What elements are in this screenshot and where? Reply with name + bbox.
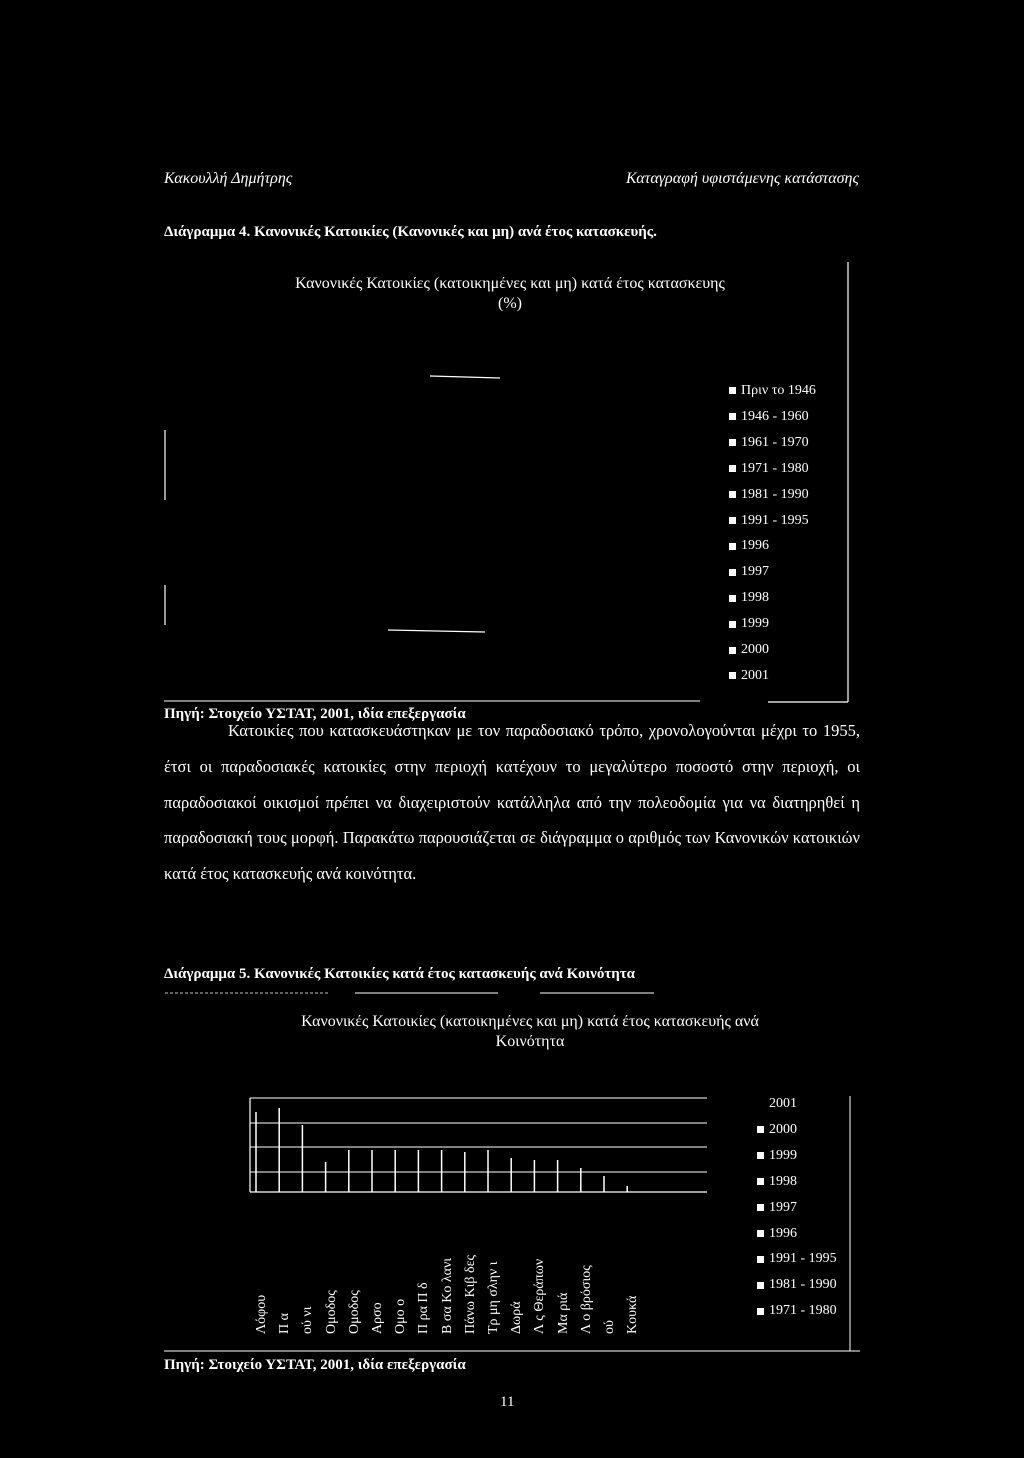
figure5-chart-title-line1: Κανονικές Κατοικίες (κατοικημένες και μη) κατά έτος κατασκευής ανά (301, 1013, 759, 1030)
page-number: 11 (500, 1394, 515, 1410)
category-label: ού (602, 1320, 617, 1334)
legend-label: 1981 - 1990 (741, 486, 809, 502)
category-label: Λόφου (254, 1294, 269, 1334)
figure5-bars (256, 1108, 627, 1192)
category-label: Ομοδος (323, 1290, 339, 1334)
legend-label: 1996 (741, 538, 769, 554)
legend-label: 1996 (769, 1225, 797, 1241)
category-label: Αρσο (370, 1302, 385, 1334)
legend-label: 2000 (769, 1121, 797, 1137)
legend-label: 2000 (741, 642, 769, 658)
figure4-chart-title-line1: Κανονικές Κατοικίες (κατοικημένες και μη) κατά έτος κατασκευης (295, 275, 725, 292)
legend-label: 1946 - 1960 (741, 408, 809, 424)
legend-label: 1998 (769, 1173, 797, 1189)
paragraph-text: Κατοικίες που κατασκευάστηκαν με τον παραδοσιακό τρόπο, χρονολογούνται μέχρι το 1955, έτσι οι παραδοσιακές κατοικίες στην περιοχή κατέχουν το μεγαλύτερο ποσοστό στην περιοχή, οι παραδοσιακοί οικισμοί πρέπει να διαχειριστούν κατάλληλα από την πολεοδομία για να διατηρηθεί η παραδοσιακή τους μορφή. Παρακάτω παρουσιάζεται σε διάγραμμα ο αριθμός των Κανονικών κατοικιών κατά έτος κατασκευής ανά κοινότητα. (164, 721, 860, 884)
category-label: ού νι (300, 1306, 316, 1334)
legend-label: 2001 (769, 1096, 797, 1111)
category-label: Β σα Κο λανι (439, 1257, 455, 1334)
legend-label: 1999 (741, 616, 769, 632)
header-doc-title: Καταγραφή υφιστάμενης κατάστασης (626, 170, 859, 187)
legend-label: 1998 (741, 590, 769, 606)
legend-label: 1999 (769, 1147, 797, 1163)
category-label: Λ ς Θεράπων (532, 1258, 548, 1334)
category-label: Ομοδος (346, 1290, 362, 1334)
figure4-chart-title-line2: (%) (498, 295, 522, 312)
category-label: Πάνω Κιβ δες (462, 1254, 478, 1334)
legend-label: 1991 - 1995 (769, 1251, 837, 1267)
legend-label: 1981 - 1990 (769, 1277, 837, 1293)
category-label: Π α (277, 1313, 293, 1334)
category-label: Τρ μη σλην ι (486, 1261, 501, 1334)
legend-label: 1971 - 1980 (741, 460, 809, 476)
figure4-pie-edge-bottom (388, 630, 485, 632)
category-label: Λ ο βρόσιος (578, 1265, 594, 1334)
legend-label: 1971 - 1980 (769, 1303, 837, 1319)
category-label: Π ρα Π δ (416, 1282, 432, 1334)
figure5-caption: Διάγραμμα 5. Κανονικές Κατοικίες κατά έτος κατασκευής ανά Κοινότητα (164, 966, 636, 982)
legend-label: Πριν το 1946 (741, 383, 816, 398)
legend-label: 1991 - 1995 (741, 512, 809, 528)
figure5-chart-title-line2: Κοινότητα (495, 1033, 565, 1050)
category-label: Δωρά (509, 1301, 525, 1334)
legend-label: 1997 (769, 1199, 797, 1215)
header-author: Κακουλλή Δημήτρης (164, 170, 293, 187)
category-label: Μα ριά (555, 1292, 571, 1334)
legend-label: 1997 (741, 564, 769, 580)
figure5-source: Πηγή: Στοιχείο ΥΣΤΑΤ, 2001, ιδία επεξεργασία (164, 1357, 466, 1373)
figure4-source: Πηγή: Στοιχείο ΥΣΤΑΤ, 2001, ιδία επεξεργασία (164, 706, 466, 722)
legend-label: 1961 - 1970 (741, 434, 809, 450)
figure4-caption: Διάγραμμα 4. Κανονικές Κατοικίες (Κανονικές και μη) ανά έτος κατασκευής. (164, 224, 657, 240)
figure4-pie-edge-top (430, 376, 500, 378)
category-label: Ομο ο (393, 1298, 409, 1334)
category-label: Κουκά (625, 1295, 641, 1334)
legend-label: 2001 (741, 667, 769, 683)
